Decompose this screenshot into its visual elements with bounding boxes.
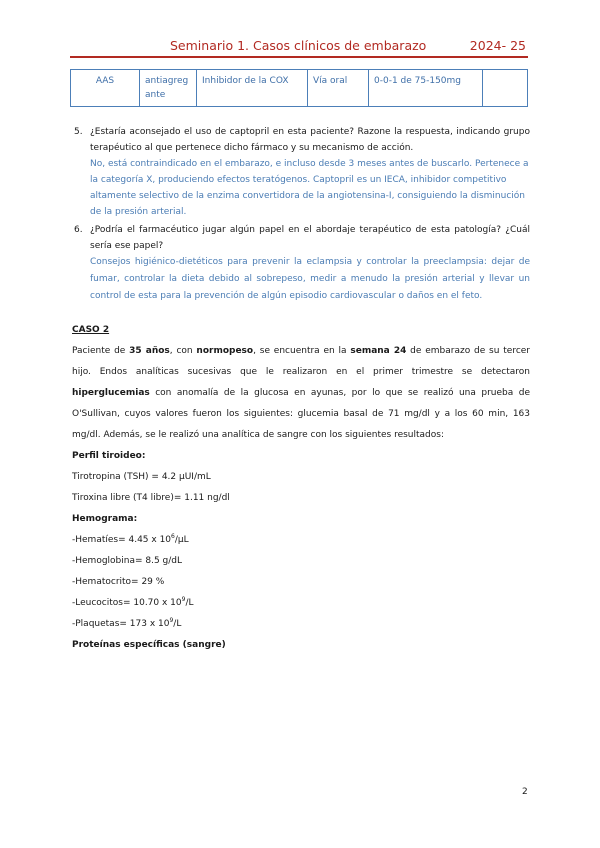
table-row bbox=[71, 70, 528, 107]
case-2-section bbox=[72, 320, 530, 656]
platelets-value: -Plaquetas= 173 x $10^9/L$ bbox=[72, 617, 182, 629]
drug-table bbox=[70, 69, 528, 107]
weight-value: normopeso bbox=[196, 346, 254, 356]
t4-value: Tiroxina libre (T4 libre)= 1.11 ng/dl bbox=[72, 493, 230, 503]
leukocytes-value: -Leucocitos= 10.70 x $10^9/L$ bbox=[72, 596, 194, 608]
proteins-title: Proteínas específicas (sangre) bbox=[72, 640, 226, 650]
hyperglycemia-term: hiperglucemias bbox=[72, 388, 150, 398]
answer-line: la categoría X, produciendo efectos teratógenos. Captopril es un IECA, inhibidor competitivo bbox=[90, 175, 507, 185]
question-5 bbox=[74, 124, 530, 220]
answer-line: altamente selectivo de la enzima convertidora de la angiotensina-I, consiguiendo la disminución bbox=[90, 191, 526, 201]
cell-mechanism: Inhibidor de la COX bbox=[197, 70, 308, 107]
case-title: CASO 2 bbox=[72, 325, 110, 335]
cell-extra bbox=[483, 70, 528, 107]
cell-dose: 0-0-1 de 75-150mg bbox=[369, 70, 483, 107]
header-year: 2024- 25 bbox=[469, 38, 526, 53]
case-intro: Paciente de 35 años, con normopeso, se encuentra en la semana 24 de embarazo de su tercer hijo. Endos analíticas sucesivas que le realizaron en el primer trimestre se detectaron hiperglucemias con anomalía de la glucosa en ayunas, por lo que se realizó una prueba de O'Sullivan, cuyos valores fueron los siguientes: glucemia basal de 71 mg/dl y a los 60 min, 163 mg/dl. Además, se le realizó una analítica de sangre con los siguientes resultados: bbox=[72, 346, 531, 440]
question-text: ¿Podría el farmacéutico jugar algún papel en el abordaje terapéutico de esta patología? ¿Cuál sería ese papel? bbox=[90, 225, 530, 251]
question-number: 5. bbox=[74, 127, 83, 137]
hemogram-title: Hemograma: bbox=[72, 514, 138, 524]
cell-route: Vía oral bbox=[308, 70, 369, 107]
week-value: semana 24 bbox=[350, 346, 407, 356]
tsh-value: Tirotropina (TSH) = 4.2 µUI/mL bbox=[72, 472, 211, 482]
page-number: 2 bbox=[522, 787, 528, 797]
cell-type: antiagregante bbox=[140, 70, 197, 107]
question-text: ¿Estaría aconsejado el uso de captopril en esta paciente? Razone la respuesta, indicando grupo terapéutico al que pertenece dicho fármaco y su mecanismo de acción. bbox=[90, 127, 530, 153]
hemoglobin-value: -Hemoglobina= 8.5 g/dL bbox=[72, 556, 183, 566]
header-title: Seminario 1. Casos clínicos de embarazo bbox=[170, 38, 427, 53]
hematies-value: -Hematíes= 4.45 x $10^6/\mu L$ bbox=[72, 533, 189, 545]
hematocrit-value: -Hematocrito= 29 % bbox=[72, 577, 165, 587]
answer-line: de la presión arterial. bbox=[90, 207, 187, 217]
thyroid-title: Perfil tiroideo: bbox=[72, 451, 146, 461]
age-value: 35 años bbox=[129, 346, 170, 356]
page-header bbox=[70, 36, 528, 58]
question-6 bbox=[74, 222, 530, 305]
question-number: 6. bbox=[74, 225, 83, 235]
answer-line: No, está contraindicado en el embarazo, e incluso desde 3 meses antes de buscarlo. Pertenece a bbox=[90, 159, 529, 169]
answer-text: Consejos higiénico-dietéticos para prevenir la eclampsia y controlar la preeclampsia: dejar de fumar, controlar la dieta debido al sobrepeso, medir a menudo la presión arterial y llevar un control de esta para la prevención de algún episodio cardiovascular o daños en el feto. bbox=[90, 257, 530, 301]
cell-drug: AAS bbox=[71, 70, 140, 107]
